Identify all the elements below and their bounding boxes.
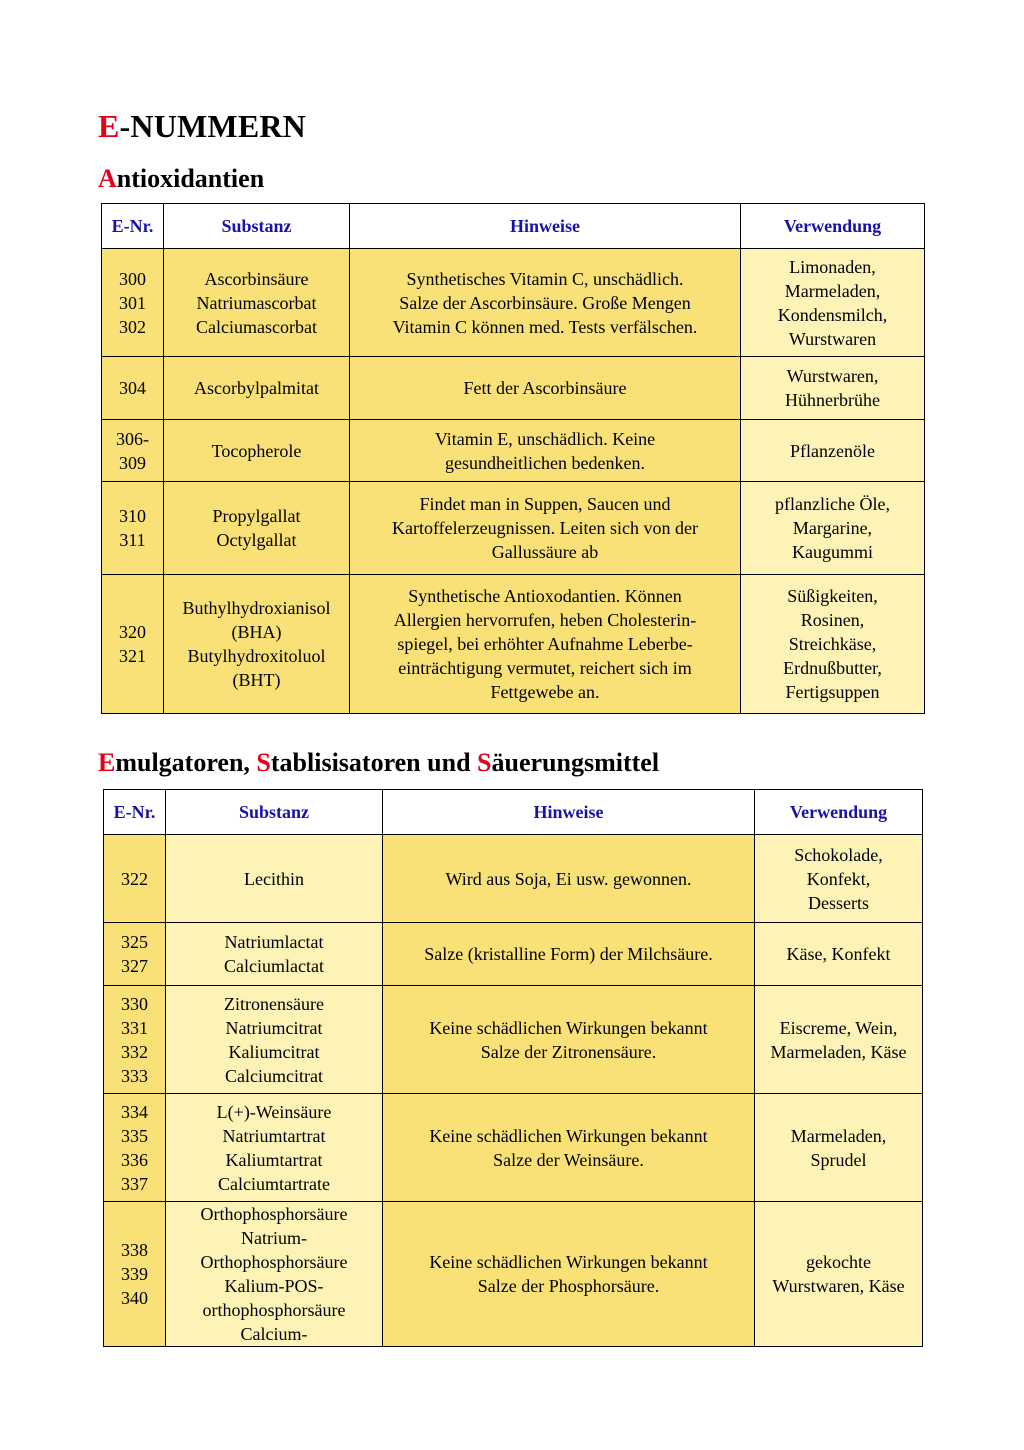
cell-line: Synthetische Antioxodantien. Können — [408, 586, 682, 606]
cell-line: Eiscreme, Wein, — [779, 1017, 898, 1038]
cell-line: Erdnußbutter, — [783, 658, 882, 678]
table-row — [102, 357, 925, 420]
cell-hinweise — [350, 420, 741, 482]
table-row — [102, 482, 925, 575]
cell-substanz — [164, 575, 350, 714]
cell-line: 335 — [121, 1125, 148, 1146]
cell-line: (BHA) — [231, 622, 282, 642]
cell-substanz — [166, 1094, 383, 1202]
cell-verwendung — [755, 1094, 923, 1202]
cell-nr — [102, 249, 164, 357]
table-row — [102, 575, 925, 714]
cell-line: Tocopherole — [211, 440, 302, 461]
cell-line: Octylgallat — [216, 530, 297, 550]
cell-line: Propylgallat — [212, 506, 301, 526]
heading-initial-letter: E — [98, 748, 116, 777]
column-header-nr: E-Nr. — [102, 204, 164, 249]
cell-line: Calciumtartrate — [218, 1173, 330, 1194]
column-header-substanz: Substanz — [164, 204, 350, 249]
cell-line: Synthetisches Vitamin C, unschädlich. — [406, 268, 684, 289]
table-row — [102, 420, 925, 482]
cell-line: Wurstwaren, Käse — [772, 1276, 905, 1296]
cell-line: Natriumascorbat — [196, 292, 317, 313]
cell-line: Fett der Ascorbinsäure — [463, 378, 627, 398]
cell-substanz — [164, 249, 350, 357]
cell-line: (BHT) — [232, 670, 281, 690]
table-row — [102, 249, 925, 357]
cell-line: 330 — [121, 993, 148, 1014]
cell-line: Süßigkeiten, — [787, 586, 878, 606]
cell-nr — [102, 420, 164, 482]
cell-verwendung — [755, 923, 923, 986]
table-header-row — [102, 204, 925, 249]
cell-line: Vitamin C können med. Tests verfälschen. — [392, 316, 698, 337]
title-letter: E — [98, 108, 120, 144]
cell-verwendung — [741, 357, 925, 420]
cell-verwendung — [755, 835, 923, 923]
cell-line: 325 — [121, 932, 148, 952]
cell-line: Calcium- — [240, 1324, 308, 1344]
cell-line: Buthylhydroxianisol — [182, 598, 331, 618]
cell-line: Kalium-POS- — [224, 1276, 324, 1296]
column-header-verwendung: Verwendung — [755, 790, 923, 835]
cell-line: Fettgewebe an. — [490, 682, 600, 702]
cell-line: Calciumlactat — [224, 956, 324, 976]
cell-line: Margarine, — [792, 518, 873, 538]
cell-line: Käse, Konfekt — [786, 944, 891, 964]
column-header-hinweise: Hinweise — [383, 790, 755, 835]
table-row — [104, 1202, 923, 1347]
cell-line: Natriumlactat — [224, 932, 324, 952]
cell-line: Fertigsuppen — [785, 682, 880, 702]
title-rest: -NUMMERN — [119, 108, 306, 144]
cell-line: Lecithin — [244, 868, 304, 889]
column-header-verwendung: Verwendung — [741, 204, 925, 249]
cell-hinweise — [383, 835, 755, 923]
cell-line: Ascorbylpalmitat — [194, 378, 319, 398]
cell-hinweise — [383, 923, 755, 986]
cell-line: 331 — [121, 1017, 148, 1038]
cell-line: Keine schädlichen Wirkungen bekannt — [429, 1252, 708, 1272]
cell-line: Allergien hervorrufen, heben Cholesterin- — [393, 610, 697, 630]
cell-verwendung — [741, 249, 925, 357]
cell-line: Salze der Weinsäure. — [493, 1149, 644, 1170]
cell-substanz — [166, 986, 383, 1094]
cell-nr — [102, 357, 164, 420]
cell-nr — [104, 986, 166, 1094]
cell-line: Calciumascorbat — [196, 316, 317, 337]
cell-line: 337 — [121, 1173, 148, 1194]
cell-line: Findet man in Suppen, Saucen und — [419, 494, 671, 514]
cell-nr — [104, 1202, 166, 1347]
cell-line: pflanzliche Öle, — [775, 494, 890, 514]
cell-line: Wird aus Soja, Ei usw. gewonnen. — [445, 868, 692, 889]
cell-verwendung — [741, 575, 925, 714]
cell-line: Kaliumtartrat — [225, 1149, 323, 1170]
cell-line: 304 — [119, 378, 146, 398]
cell-line: Orthophosphorsäure — [200, 1252, 348, 1272]
cell-line: Desserts — [808, 892, 869, 913]
cell-line: gekochte — [806, 1252, 871, 1272]
cell-substanz — [166, 923, 383, 986]
cell-line: Keine schädlichen Wirkungen bekannt — [429, 1017, 708, 1038]
page-title — [98, 108, 306, 145]
cell-line: 302 — [119, 316, 146, 337]
cell-hinweise — [350, 575, 741, 714]
cell-line: Salze der Zitronensäure. — [480, 1041, 657, 1062]
cell-line: Marmeladen, — [784, 280, 881, 301]
column-header-nr: E-Nr. — [104, 790, 166, 835]
cell-line: 301 — [119, 292, 146, 313]
cell-line: Rosinen, — [800, 610, 865, 630]
cell-line: 310 — [119, 506, 146, 526]
cell-line: L(+)-Weinsäure — [216, 1101, 332, 1122]
heading-initial-letter: A — [98, 164, 117, 193]
cell-substanz — [166, 835, 383, 923]
cell-line: 311 — [119, 530, 146, 550]
heading-initial-letter: S — [477, 748, 492, 777]
cell-verwendung — [741, 420, 925, 482]
cell-verwendung — [741, 482, 925, 575]
cell-line: Salze der Phosphorsäure. — [477, 1276, 660, 1296]
cell-line: 322 — [121, 868, 148, 889]
cell-line: 309 — [119, 452, 146, 473]
heading-initial-letter: S — [256, 748, 271, 777]
table-emulgatoren — [103, 789, 923, 1347]
table-header-row — [104, 790, 923, 835]
cell-line: Marmeladen, — [790, 1125, 887, 1146]
cell-verwendung — [755, 986, 923, 1094]
cell-line: orthophosphorsäure — [202, 1300, 346, 1320]
cell-line: Vitamin E, unschädlich. Keine — [434, 428, 656, 449]
cell-line: Kondensmilch, — [777, 304, 888, 325]
cell-nr — [104, 1094, 166, 1202]
cell-line: Konfekt, — [806, 868, 871, 889]
table-row — [104, 835, 923, 923]
cell-line: Hühnerbrühe — [785, 390, 880, 410]
cell-line: Kaugummi — [792, 542, 873, 562]
cell-substanz — [164, 357, 350, 420]
cell-line: Salze der Ascorbinsäure. Große Mengen — [399, 292, 691, 313]
cell-line: Calciumcitrat — [225, 1065, 323, 1086]
column-header-hinweise: Hinweise — [350, 204, 741, 249]
cell-line: Salze (kristalline Form) der Milchsäure. — [424, 944, 713, 964]
cell-line: 327 — [121, 956, 148, 976]
cell-line: 339 — [121, 1264, 148, 1284]
section-heading-emulgatoren — [98, 748, 659, 778]
cell-nr — [104, 923, 166, 986]
cell-line: Wurstwaren, — [786, 366, 879, 386]
cell-nr — [104, 835, 166, 923]
cell-line: 340 — [121, 1288, 148, 1308]
cell-line: Natriumcitrat — [225, 1017, 323, 1038]
column-header-substanz: Substanz — [166, 790, 383, 835]
cell-line: 320 — [119, 622, 146, 642]
cell-line: Sprudel — [810, 1149, 867, 1170]
cell-line: Ascorbinsäure — [204, 268, 309, 289]
cell-line: Natriumtartrat — [222, 1125, 326, 1146]
cell-line: gesundheitlichen bedenken. — [445, 452, 645, 473]
cell-line: Kaliumcitrat — [228, 1041, 320, 1062]
cell-line: 306- — [116, 428, 149, 449]
cell-hinweise — [350, 482, 741, 575]
cell-line: Orthophosphorsäure — [200, 1204, 348, 1224]
cell-line: Kartoffelerzeugnissen. Leiten sich von der — [391, 518, 699, 538]
cell-hinweise — [350, 357, 741, 420]
cell-substanz — [166, 1202, 383, 1347]
heading-text: ntioxidantien — [116, 164, 265, 193]
cell-line: 336 — [121, 1149, 148, 1170]
cell-hinweise — [350, 249, 741, 357]
cell-line: Marmeladen, Käse — [770, 1041, 907, 1062]
cell-substanz — [164, 482, 350, 575]
heading-text: mulgatoren, — [115, 748, 257, 777]
cell-nr — [102, 482, 164, 575]
cell-line: 333 — [121, 1065, 148, 1086]
section-heading-antioxidantien — [98, 164, 264, 194]
cell-line: Natrium- — [241, 1228, 307, 1248]
table-row — [104, 1094, 923, 1202]
cell-line: 334 — [121, 1101, 148, 1122]
cell-line: 338 — [121, 1240, 148, 1260]
cell-hinweise — [383, 1202, 755, 1347]
cell-line: Keine schädlichen Wirkungen bekannt — [429, 1125, 708, 1146]
cell-nr — [102, 575, 164, 714]
cell-line: 332 — [121, 1041, 148, 1062]
cell-verwendung — [755, 1202, 923, 1347]
table-row — [104, 986, 923, 1094]
cell-line: spiegel, bei erhöhter Aufnahme Leberbe- — [397, 634, 693, 654]
cell-hinweise — [383, 986, 755, 1094]
heading-text: tablisisatoren und — [270, 748, 478, 777]
cell-line: Streichkäse, — [788, 634, 877, 654]
table-row — [104, 923, 923, 986]
cell-hinweise — [383, 1094, 755, 1202]
cell-line: Butylhydroxitoluol — [187, 646, 326, 666]
cell-line: einträchtigung vermutet, reichert sich im — [398, 658, 692, 678]
cell-line: Zitronensäure — [224, 993, 324, 1014]
table-antioxidantien — [101, 203, 925, 714]
cell-line: Gallussäure ab — [491, 542, 599, 562]
cell-line: Limonaden, — [789, 256, 876, 277]
cell-line: 300 — [119, 268, 146, 289]
cell-line: 321 — [119, 646, 146, 666]
heading-text: äuerungsmittel — [491, 748, 660, 777]
cell-line: Schokolade, — [794, 844, 883, 865]
cell-line: Pflanzenöle — [790, 440, 875, 461]
cell-substanz — [164, 420, 350, 482]
cell-line: Wurstwaren — [788, 328, 877, 349]
